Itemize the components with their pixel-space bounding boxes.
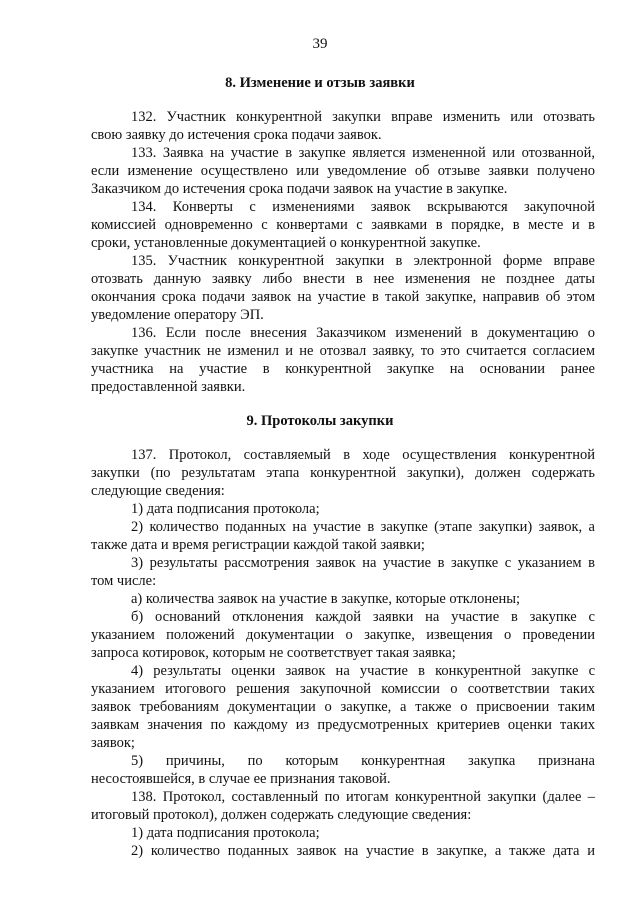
text-line: а) количества заявок на участие в закупке, которые отклонены; (131, 591, 521, 607)
text-line: участника на участие в конкурентной закупке на основании ранее (91, 361, 595, 377)
text-line: также дата и время регистрации каждой такой заявки; (91, 537, 425, 553)
text-line: 1) дата подписания протокола; (131, 501, 320, 517)
text-line: б) оснований отклонения каждой заявки на участие в закупке с (131, 609, 595, 625)
text-line: Заказчиком до истечения срока подачи заявок на участие в закупке. (91, 181, 508, 197)
text-line: заявок; (91, 735, 135, 751)
text-line: если изменение осуществлено или уведомление об отзыве заявки получено (91, 163, 595, 179)
text-line: том числе: (91, 573, 157, 589)
section-8-heading: 8. Изменение и отзыв заявки (225, 75, 415, 91)
text-line: заявок требованиям документации о закупке, а также о присвоении таким (91, 699, 595, 715)
text-line: указанием положений документации о закупке, извещения о проведении (91, 627, 595, 643)
text-line: 2) количество поданных заявок на участие в закупке, а также дата и (131, 843, 595, 859)
text-line: 134. Конверты с изменениями заявок вскрываются закупочной (131, 199, 595, 215)
text-line: 133. Заявка на участие в закупке является измененной или отозванной, (131, 145, 595, 161)
text-line: 137. Протокол, составляемый в ходе осуществления конкурентной (131, 447, 595, 463)
text-line: закупке участник не изменил и не отозвал заявку, то это считается согласием (91, 343, 595, 359)
text-line: уведомление оператору ЭП. (91, 307, 264, 323)
text-line: отозвать данную заявку либо внести в нее изменения не позднее даты (91, 271, 595, 287)
text-line: 5) причины, по которым конкурентная закупка признана (131, 753, 595, 769)
text-line: 135. Участник конкурентной закупки в электронной форме вправе (131, 253, 595, 269)
text-line: окончания срока подачи заявок на участие в такой закупке, направив об этом (91, 289, 595, 305)
text-line: свою заявку до истечения срока подачи заявок. (91, 127, 382, 143)
text-line: 4) результаты оценки заявок на участие в конкурентной закупке с (131, 663, 595, 679)
text-line: закупки (по результатам этапа конкурентной закупки), должен содержать (91, 465, 595, 481)
text-line: следующие сведения: (91, 483, 225, 499)
text-line: заявкам значения по каждому из предусмотренных критериев оценки таких (91, 717, 595, 733)
text-line: 2) количество поданных на участие в закупке (этапе закупки) заявок, а (131, 519, 595, 535)
section-9-heading: 9. Протоколы закупки (246, 413, 394, 429)
page-number: 39 (312, 36, 328, 52)
text-line: 1) дата подписания протокола; (131, 825, 320, 841)
text-line: предоставленной заявки. (91, 379, 246, 395)
text-line: указанием итогового решения закупочной комиссии о соответствии таких (91, 681, 595, 697)
text-line: комиссией одновременно с конвертами с заявками в порядке, в месте и в (91, 217, 595, 233)
text-line: 138. Протокол, составленный по итогам конкурентной закупки (далее – (131, 789, 595, 805)
text-line: запроса котировок, которым не соответствует такая заявка; (91, 645, 456, 661)
text-line: сроки, установленные документацией о конкурентной закупке. (91, 235, 481, 251)
text-line: 3) результаты рассмотрения заявок на участие в закупке с указанием в (131, 555, 595, 571)
text-line: несостоявшейся, в случае ее признания таковой. (91, 771, 391, 787)
text-line: 136. Если после внесения Заказчиком изменений в документацию о (131, 325, 595, 341)
text-line: 132. Участник конкурентной закупки вправе изменить или отозвать (131, 109, 595, 125)
text-line: итоговый протокол), должен содержать следующие сведения: (91, 807, 472, 823)
